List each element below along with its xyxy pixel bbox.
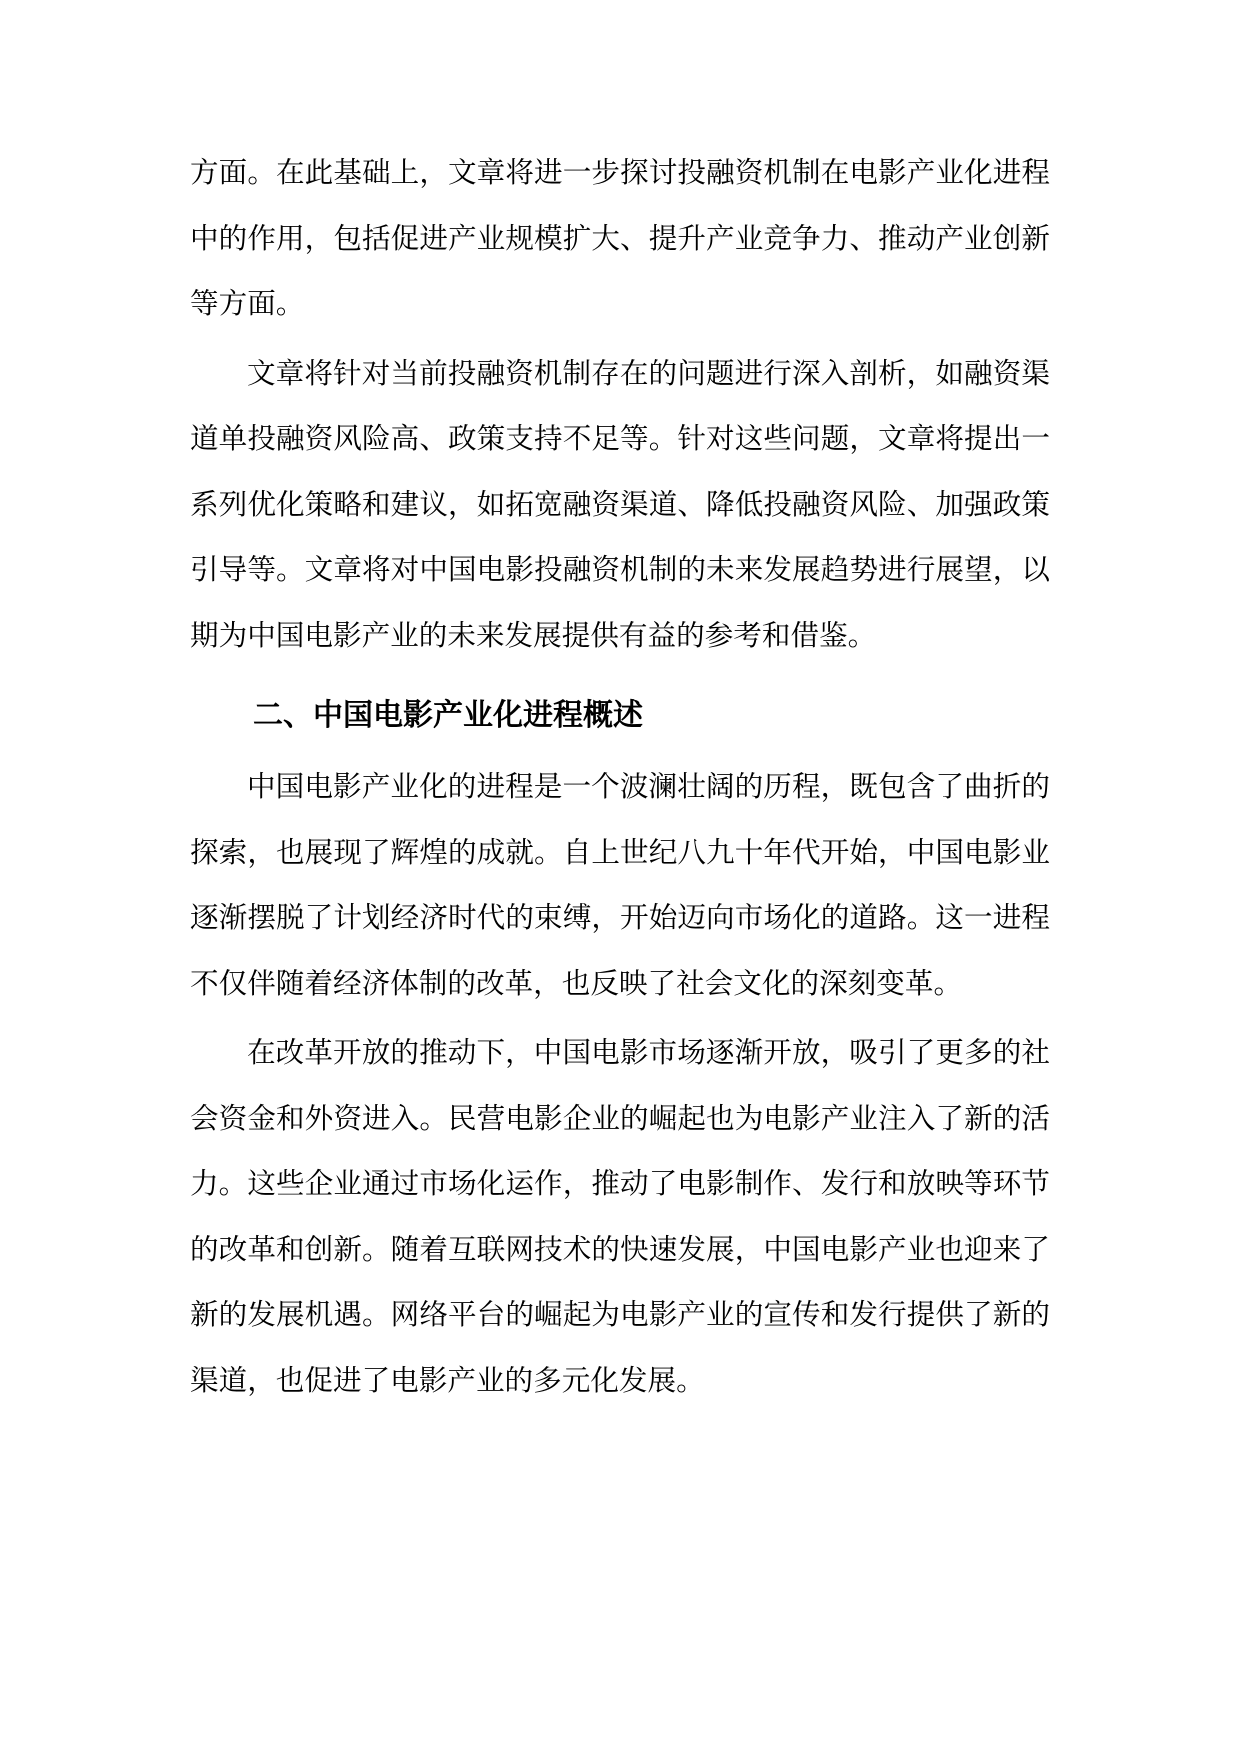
section-heading: 二、中国电影产业化进程概述: [253, 698, 643, 733]
document-body: [190, 140, 1050, 1413]
paragraph-continuation: 方面。在此基础上，文章将进一步探讨投融资机制在电影产业化进程中的作用，包括促进产业规模扩大、提升产业竞争力、推动产业创新等方面。: [190, 155, 1050, 320]
paragraph-reform-and-opening: 在改革开放的推动下，中国电影市场逐渐开放，吸引了更多的社会资金和外资进入。民营电影企业的崛起也为电影产业注入了新的活力。这些企业通过市场化运作，推动了电影制作、发行和放映等环节的改革和创新。随着互联网技术的快速发展，中国电影产业也迎来了新的发展机遇。网络平台的崛起为电影产业的宣传和发行提供了新的渠道，也促进了电影产业的多元化发展。: [190, 1035, 1050, 1397]
paragraph-problems-and-strategies: 文章将针对当前投融资机制存在的问题进行深入剖析，如融资渠道单投融资风险高、政策支持不足等。针对这些问题，文章将提出一系列优化策略和建议，如拓宽融资渠道、降低投融资风险、加强政策引导等。文章将对中国电影投融资机制的未来发展趋势进行展望，以期为中国电影产业的未来发展提供有益的参考和借鉴。: [190, 355, 1050, 652]
paragraph-industrialization-process: 中国电影产业化的进程是一个波澜壮阔的历程，既包含了曲折的探索，也展现了辉煌的成就。自上世纪八九十年代开始，中国电影业逐渐摆脱了计划经济时代的束缚，开始迈向市场化的道路。这一进程不仅伴随着经济体制的改革，也反映了社会文化的深刻变革。: [190, 769, 1050, 1000]
